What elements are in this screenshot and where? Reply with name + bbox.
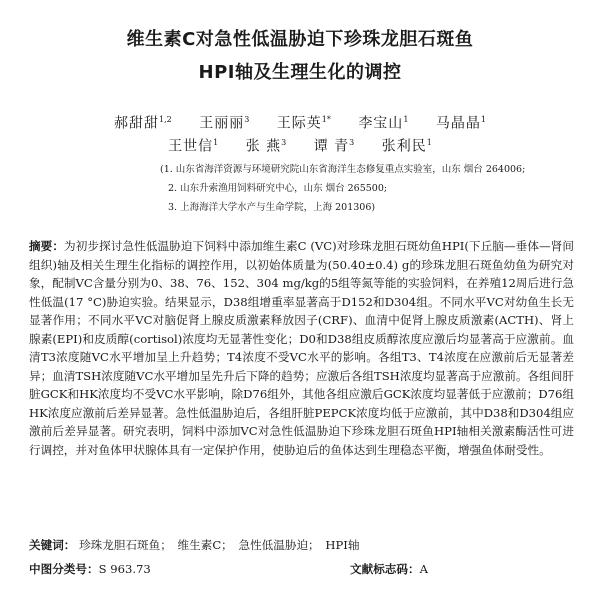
keywords-label: 关键词：	[29, 538, 76, 552]
keywords	[29, 536, 574, 554]
affiliation-line: (1. 山东省海洋资源与环境研究院山东省海洋生态修复重点实验室，山东 烟台 264006;	[160, 164, 526, 175]
author-affiliation-mark: 3	[281, 138, 287, 147]
abstract-text: 为初步探讨急性低温胁迫下饲料中添加维生素C (VC)对珍珠龙胆石斑幼鱼HPI(下丘脑—垂体—肾间组织)轴及相关生理生化指标的调控作用，以初始体质量为(50.40±0.4) g的珍珠龙胆石斑鱼幼鱼为研究对象，配制VC含量分别为0、38、76、152、304 mg/kg的5组等氮等能的实验饲料，在养殖12周后进行急性低温(17 °C)胁迫实验。结果显示，D38组增重率显著高于D152和D304组。不同水平VC对幼鱼生长无显著作用；不同水平VC对脑促肾上腺皮质激素释放因子(CRF)、血清中促肾上腺皮质激素(ACTH)、肾上腺素(EPI)和皮质醇(cortisol)浓度均无显著性变化；D0和D38组皮质醇浓度应激后均显著高于应激前。血清T3浓度随VC水平增加呈上升趋势；T4浓度不受VC水平的影响。各组T3、T4浓度在应激前后无显著差异；血清TSH浓度随VC水平增加呈先升后下降的趋势；应激后各组TSH浓度均显著高于应激前。各组间肝脏GCK和HK浓度均不受VC水平影响，除D76组外，其他各组应激后GCK浓度均显著低于应激前；D76组HK浓度应激前后差异显著。急性低温胁迫后，各组肝脏PEPCK浓度均低于应激前，其中D38和D304组应激前后差异显著。研究表明，饲料中添加VC对急性低温胁迫下珍珠龙胆石斑鱼HPI轴相关激素酶活性可进行调控，并对鱼体甲状腺体具有一定保护作用，使胁迫后的鱼体达到生理稳态平衡，增强鱼体耐受性。	[29, 239, 574, 457]
keyword: HPI轴	[325, 538, 360, 552]
author	[246, 130, 287, 160]
clc-number	[29, 562, 151, 576]
author-affiliation-mark: 3	[244, 115, 250, 124]
author-name: 郝甜甜	[114, 115, 160, 132]
author-name: 王际英	[276, 115, 322, 132]
author-name: 王世信	[168, 138, 214, 155]
clc-label: 中图分类号：	[29, 562, 99, 576]
author-name: 谭 青	[313, 138, 350, 155]
abstract-label: 摘要：	[29, 239, 65, 253]
keyword: 珍珠龙胆石斑鱼；	[79, 538, 172, 552]
author	[168, 130, 218, 160]
author-affiliation-mark: 1,2	[159, 115, 172, 124]
author-list-row2	[40, 130, 560, 160]
affiliation-line: 3. 上海海洋大学水产与生命学院，上海 201306)	[168, 202, 376, 213]
abstract	[29, 237, 574, 459]
keyword: 急性低温胁迫；	[238, 538, 320, 552]
document-code-label: 文献标志码：	[350, 562, 420, 576]
author-affiliation-mark: 3	[349, 138, 355, 147]
document-code-value: A	[419, 562, 428, 576]
author-affiliation-mark: 1	[480, 115, 486, 124]
paper-title-line1: 维生素C对急性低温胁迫下珍珠龙胆石斑鱼	[126, 29, 474, 50]
author-name: 王丽丽	[199, 115, 245, 132]
clc-value: S 963.73	[98, 562, 151, 576]
author-affiliation-mark: 1	[403, 115, 409, 124]
affiliations	[160, 160, 580, 217]
author-affiliation-mark: 1	[213, 138, 219, 147]
document-code	[350, 560, 428, 578]
affiliation-line: 2. 山东升索渔用饲料研究中心，山东 烟台 265500;	[168, 183, 388, 194]
author-name: 张利民	[381, 138, 427, 155]
keyword: 维生素C；	[177, 538, 233, 552]
author	[382, 130, 432, 160]
author-name: 张 燕	[245, 138, 282, 155]
paper-title-line2: HPI轴及生理生化的调控	[198, 62, 402, 83]
author-affiliation-mark: 1*	[321, 115, 331, 124]
author	[314, 130, 355, 160]
author-affiliation-mark: 1	[426, 138, 432, 147]
author-name: 李宝山	[358, 115, 404, 132]
classification-info	[29, 560, 574, 578]
author-name: 马晶晶	[435, 115, 481, 132]
